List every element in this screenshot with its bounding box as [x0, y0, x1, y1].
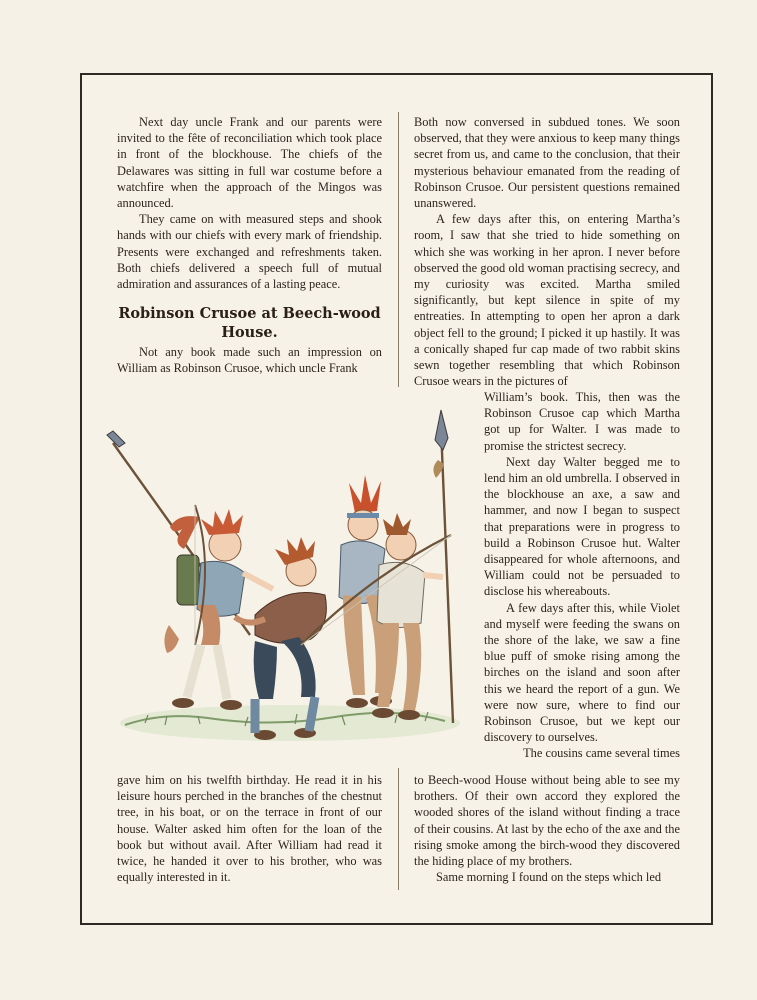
section-heading: Robinson Crusoe at Beech-wood House.	[118, 305, 381, 342]
paragraph: Not any book made such an impression on William as Robinson Crusoe, which uncle Frank	[117, 345, 382, 376]
paragraph: A few days after this, on entering Martha’s room, I saw that she tried to hide something on which she was working in her apron. I never before observed the good old woman practising secrecy, and my curiosity was excited. Martha smiled significantly, but kept silence in spite of my entreaties. In attempting to open her apron a dark object fell to the ground; I picked it up hastily. It was a conically shaped fur cap made of two rabbit skins sewn together resembling that which Robinson Crusoe wears in the pictures of	[414, 212, 680, 389]
left-column-bottom	[117, 772, 382, 885]
paragraph: gave him on his twelfth birthday. He read it in his leisure hours perched in the branches of the chestnut tree, in his boat, or on the terrace in front of our house. Walter asked him often for the loan of the book but without avail. After William had read it twice, he handed it over to his brother, who was equally interested in it.	[117, 773, 382, 885]
left-column-top	[117, 114, 382, 377]
feather-headdress-icon	[347, 475, 381, 540]
spear-icon	[433, 410, 453, 723]
column-divider	[398, 768, 399, 890]
paragraph: Both now conversed in subdued tones. We soon observed, that they were anxious to keep many things secret from us, and came to the conclusion, that their mysterious behaviour emanated from the reading of Robinson Crusoe. Our persistent questions remained unanswered.	[414, 115, 680, 211]
right-column-narrow	[484, 389, 680, 762]
paragraph: Same morning I found on the steps which led	[436, 870, 662, 885]
children-illustration	[105, 405, 465, 750]
illustration-children-playing-indians	[105, 405, 465, 750]
paragraph: William’s book. This, then was the Robinson Crusoe cap which Martha got up for Walter. I was made to promise the strictest secrecy.	[484, 390, 680, 453]
paragraph: to Beech-wood House without being able to see my brothers. Of their own accord they explored the wooded shores of the island without finding a trace of their cousins. At last by the echo of the axe and the rising smoke among the birch-wood they discovered the hiding place of my brothers.	[414, 773, 680, 869]
paragraph: Next day Walter begged me to lend him an old umbrella. I observed in the blockhouse an axe, a saw and hammer, and now I began to suspect that preparations were in progress to build a Robinson Crusoe hut. Walter disappeared for whole afternoons, and William could not be persuaded to disclose his whereabouts.	[484, 454, 680, 599]
column-divider	[398, 112, 399, 387]
right-column-top	[414, 114, 680, 389]
right-column-bottom	[414, 772, 680, 885]
paragraph: A few days after this, while Violet and myself were feeding the swans on the shore of the lake, we saw a fine blue puff of smoke rising among the birches on the island and soon after this we heard the report of a gun. We were now sure, where to find our Robinson Crusoe, but we kept our discovery to ourselves.	[484, 600, 680, 745]
paragraph: The cousins came several times	[523, 746, 680, 761]
paragraph: They came on with measured steps and shook hands with our chiefs with every mark of friendship. Presents were exchanged and refreshments taken. Both chiefs delivered a speech full of mutual admiration and assurances of a lasting peace.	[117, 212, 382, 292]
paragraph: Next day uncle Frank and our parents were invited to the fête of reconciliation which took place in front of the blockhouse. The chiefs of the Delawares was sitting in full war costume before a watchfire when the approach of the Mingos was announced.	[117, 115, 382, 211]
